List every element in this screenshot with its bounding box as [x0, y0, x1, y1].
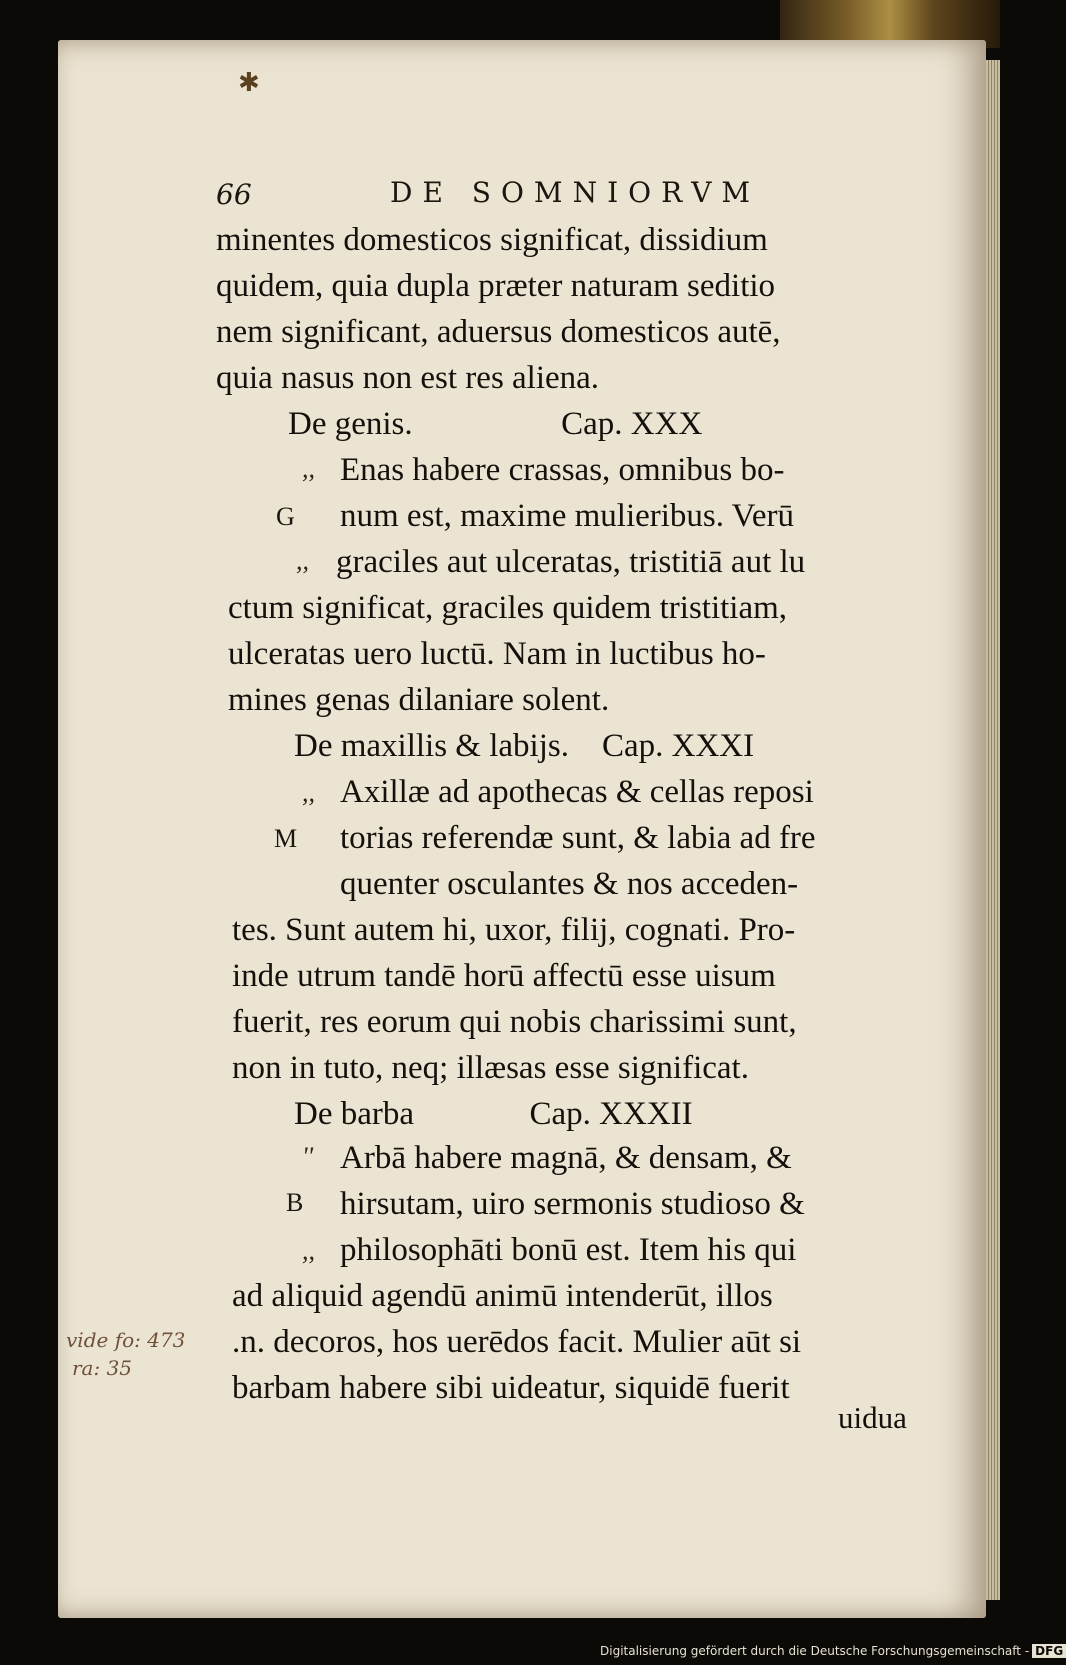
text-line: mines genas dilaniare solent.: [228, 682, 610, 718]
text-line: minentes domesticos significat, dissidium: [216, 222, 768, 258]
text-line: ctum significat, graciles quidem tristitiam,: [228, 590, 788, 626]
quote-mark: ,,: [296, 546, 309, 575]
ink-stain: ✱: [238, 68, 260, 98]
quote-mark: ,,: [302, 778, 315, 807]
running-head: DE SOMNIORVM: [390, 176, 761, 209]
text-line: Enas habere crassas, omnibus bo-: [340, 452, 785, 488]
catchword: uidua: [838, 1400, 907, 1435]
chapter-heading: De maxillis & labijs. Cap. XXXI: [294, 728, 755, 764]
marginal-initial: B: [286, 1188, 304, 1217]
text-line: ulceratas uero luctū. Nam in luctibus ho-: [228, 636, 766, 672]
quote-mark: ,,: [302, 1236, 315, 1265]
text-line: hirsutam, uiro sermonis studioso &: [340, 1186, 805, 1222]
page-edge: [986, 60, 1000, 1600]
text-line: num est, maxime mulieribus. Verū: [340, 498, 794, 534]
text-line: ad aliquid agendū animū intenderūt, illos: [232, 1278, 773, 1314]
text-line: Axillæ ad apothecas & cellas reposi: [340, 774, 814, 810]
folio-number: 66: [216, 178, 252, 211]
handwritten-note: ra: 35: [72, 1356, 133, 1380]
text-line: barbam habere sibi uideatur, siquidē fuerit: [232, 1370, 790, 1406]
text-line: nem significant, aduersus domesticos autē,: [216, 314, 781, 350]
text-line: graciles aut ulceratas, tristitiā aut lu: [336, 544, 806, 580]
quote-mark: '': [302, 1142, 314, 1171]
text-line: quia nasus non est res aliena.: [216, 360, 600, 396]
text-line: fuerit, res eorum qui nobis charissimi sunt,: [232, 1004, 797, 1040]
text-line: quenter osculantes & nos acceden-: [340, 866, 799, 902]
credit-text: Digitalisierung gefördert durch die Deutsche Forschungsgemeinschaft -: [600, 1644, 1030, 1658]
marginal-initial: M: [274, 824, 298, 853]
text-line: .n. decoros, hos uerēdos facit. Mulier aūt si: [232, 1324, 802, 1360]
handwritten-note: vide fo: 473: [66, 1328, 186, 1352]
text-line: inde utrum tandē horū affectū esse uisum: [232, 958, 776, 994]
quote-mark: ,,: [302, 454, 315, 483]
text-line: torias referendæ sunt, & labia ad fre: [340, 820, 816, 856]
text-line: quidem, quia dupla præter naturam seditio: [216, 268, 776, 304]
chapter-heading: De genis. Cap. XXX: [288, 406, 703, 442]
marginal-initial: G: [276, 502, 295, 531]
text-line: philosophāti bonū est. Item his qui: [340, 1232, 797, 1268]
digitization-credit: [600, 1644, 1066, 1658]
text-line: non in tuto, neq; illæsas esse significat.: [232, 1050, 749, 1086]
dfg-logo: DFG: [1032, 1644, 1066, 1658]
chapter-heading: De barba Cap. XXXII: [294, 1096, 693, 1132]
text-line: tes. Sunt autem hi, uxor, filij, cognati. Pro-: [232, 912, 796, 948]
text-line: Arbā habere magnā, & densam, &: [340, 1140, 792, 1176]
